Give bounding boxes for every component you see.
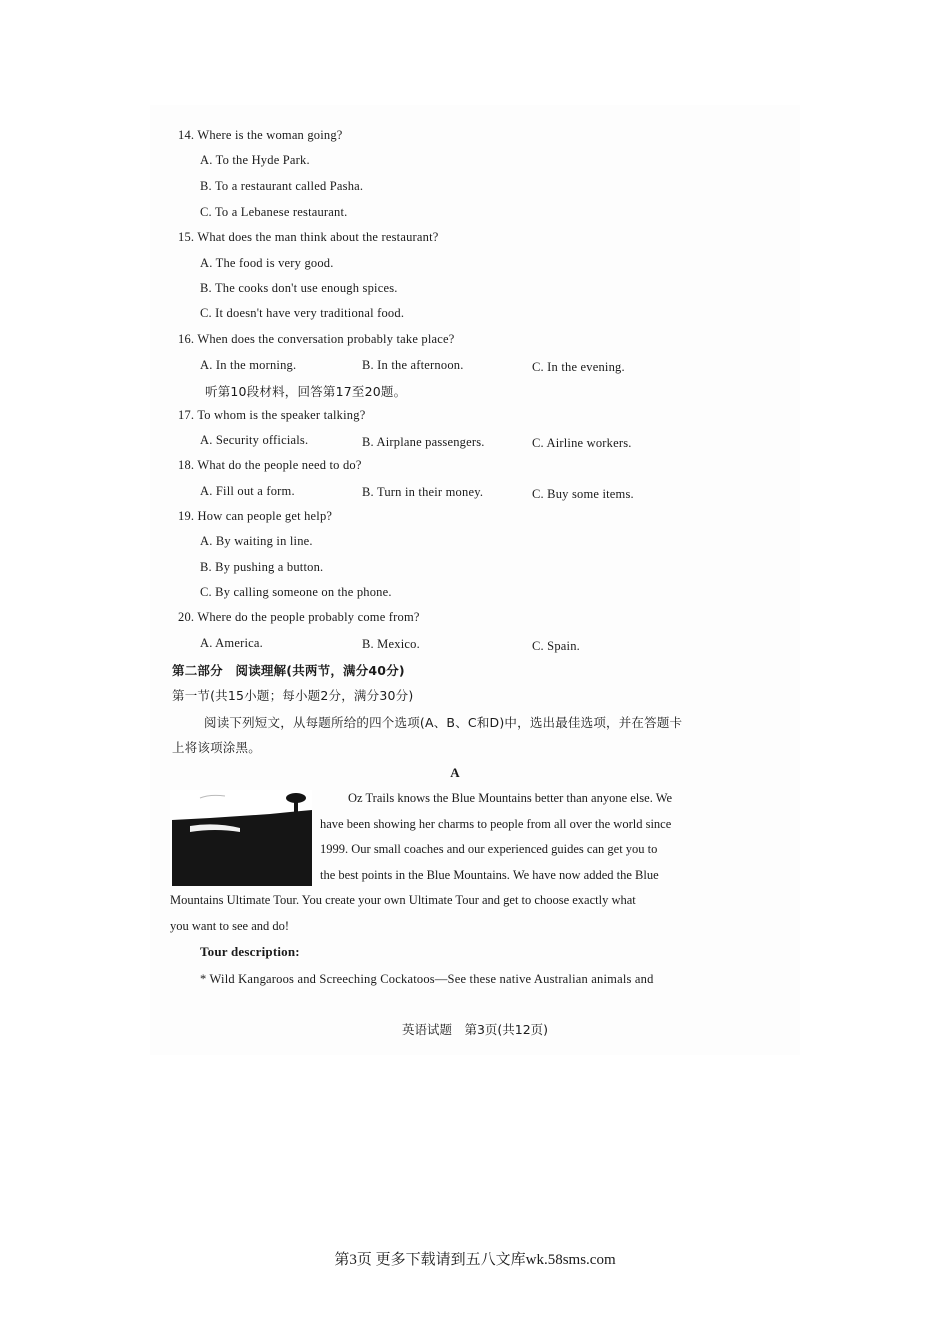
- option-18a: A. Fill out a form.: [200, 484, 295, 498]
- option-14a: A. To the Hyde Park.: [200, 153, 310, 167]
- passage-line-2: have been showing her charms to people from all over the world since: [320, 816, 672, 831]
- option-14c: C. To a Lebanese restaurant.: [200, 205, 348, 219]
- passage-line-5: Mountains Ultimate Tour. You create your own Ultimate Tour and get to choose exactly what: [170, 893, 636, 907]
- question-20: 20. Where do the people probably come from?: [178, 610, 420, 624]
- question-16: 16. When does the conversation probably take place?: [178, 332, 455, 346]
- option-18c: C. Buy some items.: [532, 487, 634, 501]
- passage-full-text: [170, 888, 736, 939]
- section1-heading: 第一节(共15小题；每小题2分，满分30分): [172, 688, 414, 703]
- option-18b: B. Turn in their money.: [362, 485, 484, 499]
- option-17b: B. Airplane passengers.: [362, 435, 485, 449]
- reading-instruction: 阅读下列短文，从每题所给的四个选项(A、B、C和D)中，选出最佳选项，并在答题卡: [204, 715, 683, 730]
- option-17c: C. Airline workers.: [532, 436, 632, 450]
- option-15b: B. The cooks don't use enough spices.: [200, 281, 398, 295]
- option-14b: B. To a restaurant called Pasha.: [200, 179, 364, 193]
- option-19a: A. By waiting in line.: [200, 534, 313, 548]
- question-18: 18. What do the people need to do?: [178, 458, 362, 472]
- question-17: 17. To whom is the speaker talking?: [178, 408, 366, 422]
- passage-line-3: 1999. Our small coaches and our experienced guides can get you to: [320, 842, 658, 856]
- part2-heading: 第二部分 阅读理解(共两节，满分40分): [172, 663, 405, 678]
- option-15c: C. It doesn't have very traditional food.: [200, 306, 405, 320]
- tour-item-1: * Wild Kangaroos and Screeching Cockatoos—See these native Australian animals and: [200, 972, 654, 986]
- option-19b: B. By pushing a button.: [200, 560, 324, 574]
- option-16c: C. In the evening.: [532, 360, 625, 374]
- question-14: 14. Where is the woman going?: [178, 128, 343, 142]
- instruction-passage-10: 听第10段材料，回答第17至20题。: [205, 384, 407, 399]
- option-20c: C. Spain.: [532, 639, 580, 653]
- option-20b: B. Mexico.: [362, 637, 420, 651]
- question-19: 19. How can people get help?: [178, 509, 333, 523]
- tour-heading: Tour description:: [200, 944, 300, 959]
- option-16b: B. In the afternoon.: [362, 358, 464, 372]
- passage-line-6: you want to see and do!: [170, 918, 290, 933]
- blue-mountains-photo: [170, 790, 312, 886]
- option-17a: A. Security officials.: [200, 433, 309, 447]
- reading-instruction-cont: 上将该项涂黑。: [172, 740, 261, 755]
- option-16a: A. In the morning.: [200, 358, 297, 372]
- question-15: 15. What does the man think about the restaurant?: [178, 230, 439, 244]
- passage-line-1: Oz Trails knows the Blue Mountains better than anyone else. We: [348, 791, 673, 805]
- option-20a: A. America.: [200, 636, 263, 650]
- option-15a: A. The food is very good.: [200, 256, 334, 270]
- passage-wrapped-text: [320, 786, 736, 888]
- site-footer: 第3页 更多下载请到五八文库wk.58sms.com: [334, 1252, 616, 1268]
- page-footer: 英语试题 第3页(共12页): [401, 1022, 549, 1037]
- passage-label: A: [450, 765, 460, 780]
- option-19c: C. By calling someone on the phone.: [200, 585, 392, 599]
- passage-line-4: the best points in the Blue Mountains. We have now added the Blue: [320, 867, 659, 882]
